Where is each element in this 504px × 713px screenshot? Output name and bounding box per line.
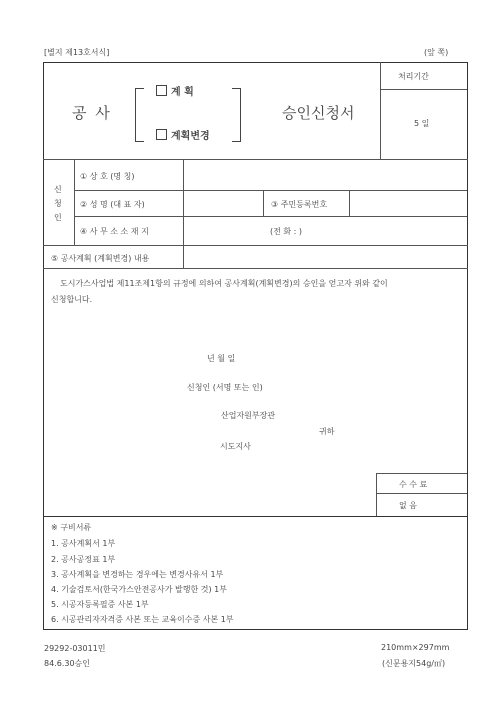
recipient-governor: 시도지사 xyxy=(220,442,251,451)
form-number: [별지 제13호서식] xyxy=(44,48,110,57)
required-document-item: 5. 시공자등록필증 사본 1부 xyxy=(51,600,149,609)
field-representative-label: ② 성 명 (대 표 자) xyxy=(80,200,145,209)
recipient-honorific: 귀하 xyxy=(319,427,335,436)
checkbox-plan[interactable] xyxy=(156,85,167,96)
title-prefix: 공 사 xyxy=(72,104,112,122)
applicant-side-label: 신 청 인 xyxy=(54,185,62,222)
fee-label: 수 수 료 xyxy=(399,480,428,489)
required-document-item: 3. 공사계획을 변경하는 경우에는 변경사유서 1부 xyxy=(51,570,224,579)
field-resident-number-input[interactable] xyxy=(350,191,467,216)
required-document-item: 6. 시공관리자자격증 사본 또는 교육이수증 사본 1부 xyxy=(51,615,234,624)
option-plan-label: 계 획 xyxy=(171,87,194,98)
option-plan[interactable] xyxy=(156,83,194,98)
recipient-minister: 산업자원부장관 xyxy=(221,411,276,420)
field-plan-content-input[interactable] xyxy=(184,246,467,268)
processing-period-value: 5 일 xyxy=(414,119,430,128)
paper-size: 210mm×297mm xyxy=(381,643,450,652)
option-plan-change[interactable] xyxy=(156,127,210,142)
field-office-address-input[interactable] xyxy=(184,217,467,245)
required-document-item: 2. 공사공정표 1부 xyxy=(51,555,116,564)
required-document-item: 4. 기술검토서(한국가스안전공사가 발행한 것) 1부 xyxy=(51,585,227,594)
form-code: 29292-03011민 xyxy=(44,644,106,653)
date-line: 년 월 일 xyxy=(207,354,236,363)
required-documents-title: ※ 구비서류 xyxy=(51,523,92,532)
checkbox-plan-change[interactable] xyxy=(156,129,167,140)
approval-date: 84.6.30승인 xyxy=(44,659,90,668)
field-resident-number-label: ③ 주민등록번호 xyxy=(271,200,328,209)
field-trade-name-label: ① 상 호 (명 칭) xyxy=(80,172,135,181)
applicant-signature-line: 신청인 (서명 또는 인) xyxy=(187,383,263,392)
right-bracket xyxy=(232,88,241,142)
application-statement: 도시가스사업법 제11조제1항의 규정에 의하여 공사계획(계획변경)의 승인을 얻고자 위와 같이 xyxy=(60,279,388,288)
page-side-label: (앞 쪽) xyxy=(424,48,449,57)
field-trade-name-input[interactable] xyxy=(184,160,467,190)
application-statement-end: 신청합니다. xyxy=(51,295,93,304)
field-representative-input[interactable] xyxy=(184,191,262,216)
option-plan-change-label: 계획변경 xyxy=(171,131,210,142)
processing-period-label: 처리기간 xyxy=(398,72,429,81)
title-suffix: 승인신청서 xyxy=(282,104,355,122)
fee-value: 없 음 xyxy=(399,501,417,510)
paper-type: (신문용지54g/㎡) xyxy=(382,659,446,668)
required-document-item: 1. 공사계획서 1부 xyxy=(51,539,116,548)
field-office-address-label: ④ 사 무 소 소 재 지 xyxy=(80,227,149,236)
left-bracket xyxy=(135,88,144,142)
field-plan-content-label: ⑤ 공사계획 (계획변경) 내용 xyxy=(51,254,150,263)
field-phone-label: (전 화 : ) xyxy=(270,227,303,236)
